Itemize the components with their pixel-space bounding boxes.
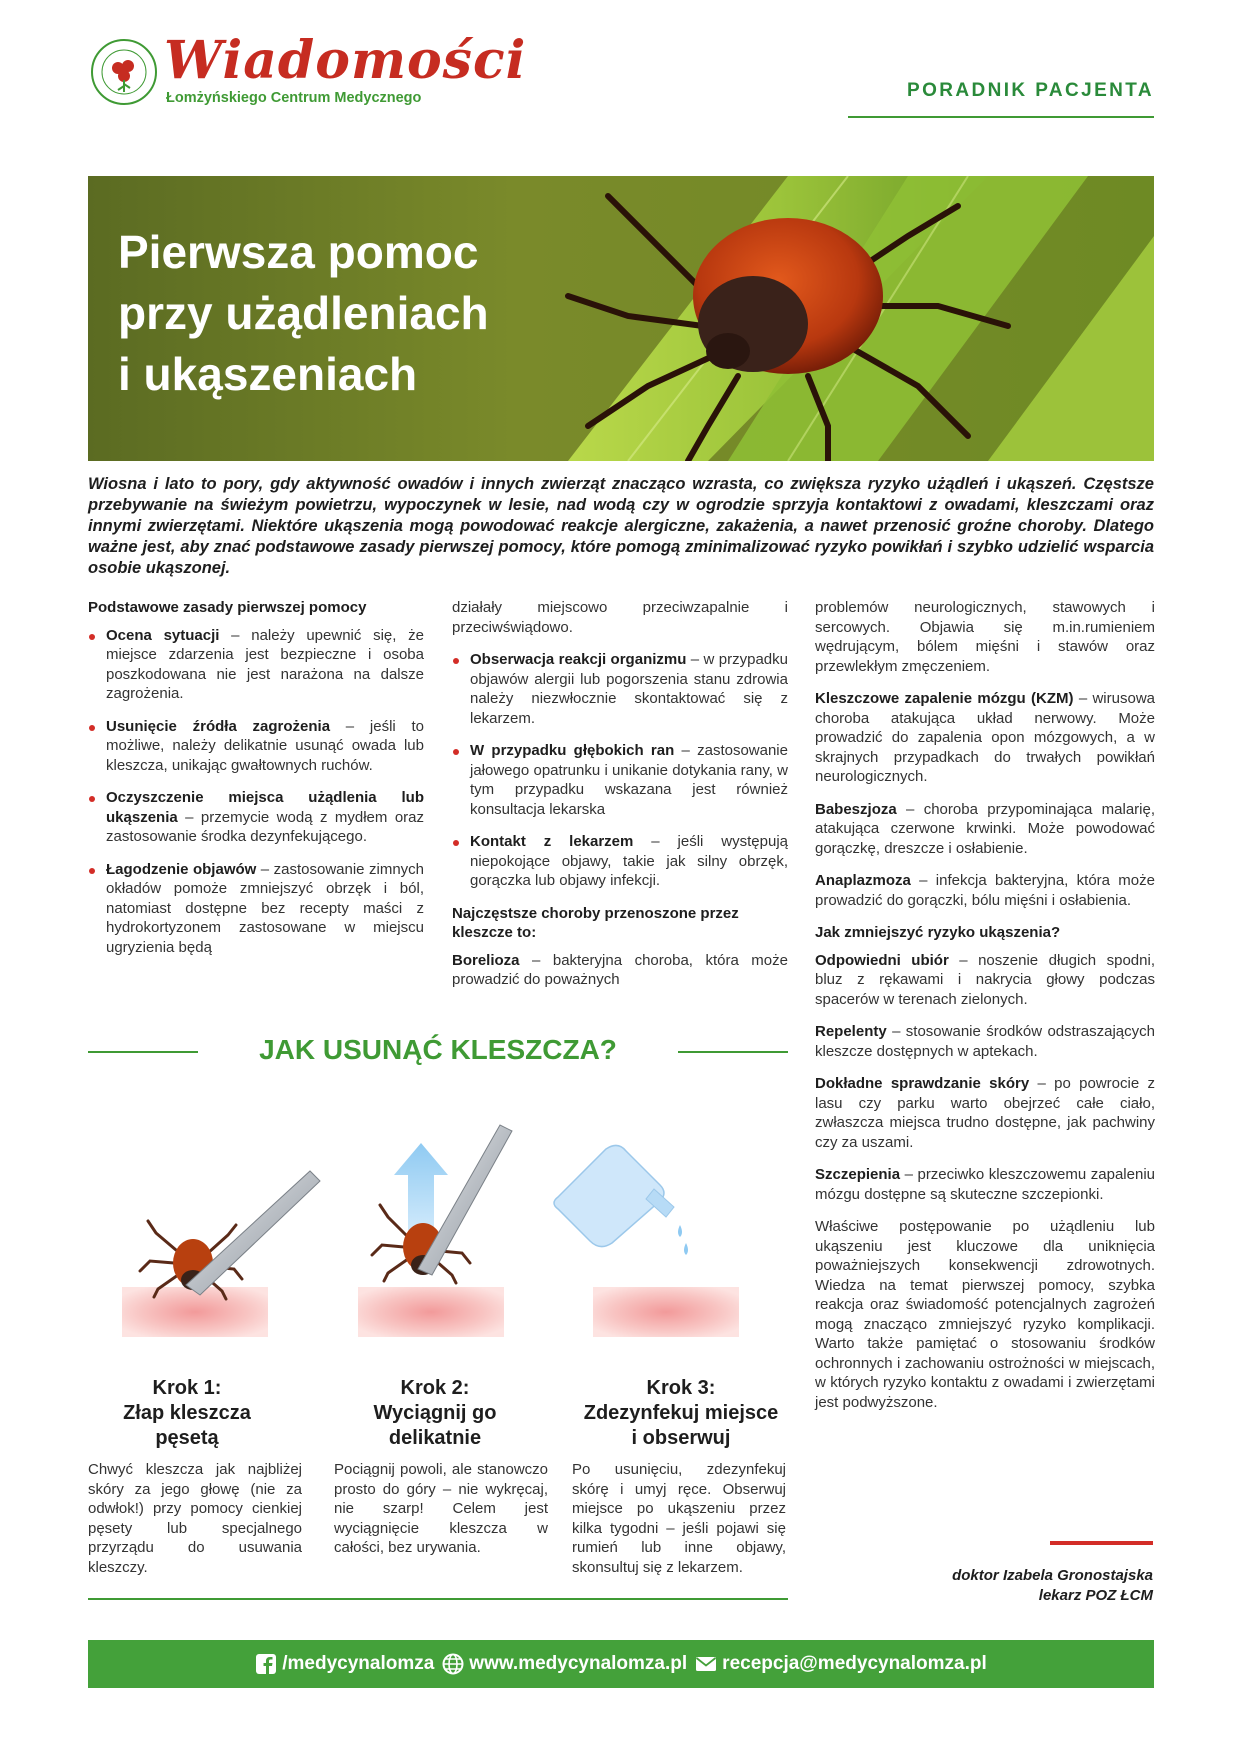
bullet-icon (453, 749, 459, 755)
bullet-icon (89, 725, 95, 731)
step3-text: Po usunięciu, zdezynfekuj skórę i umyj ręce. Obserwuj miejsce po ukąszeniu przez kilka tygodni – jeśli pojawi się rumień lub inne objawy, skonsultuj się z lekarzem. (572, 1461, 786, 1576)
envelope-icon (695, 1653, 717, 1675)
author-name: doktor Izabela Gronostajska (952, 1567, 1153, 1584)
facebook-handle: /medycynalomza (282, 1653, 435, 1674)
bullet-icon (453, 840, 459, 846)
column-continued (452, 598, 788, 1003)
website-url: www.medycynalomza.pl (469, 1653, 688, 1674)
email-link[interactable] (695, 1653, 987, 1675)
disease-item: Babeszjoza – choroba przypominająca malarię, atakująca czerwone krwinki. Może powodować gorączkę, dreszcze i osłabienie. (815, 800, 1155, 857)
prevention-item: Odpowiedni ubiór – noszenie długich spodni, bluz z rękawami i nakrycia głowy podczas spacerów w terenach zielonych. (815, 951, 1155, 1008)
steps-section-divider (88, 1598, 788, 1600)
column-diseases-prevention (815, 598, 1155, 1425)
step1-illustration (122, 1171, 320, 1337)
column-first-aid (88, 598, 424, 970)
facebook-icon (255, 1653, 277, 1675)
step1-title: Krok 1: Złap kleszcza pęsetą (123, 1377, 251, 1449)
tick-removal-illustration (88, 1085, 788, 1355)
email-address: recepcja@medycynalomza.pl (722, 1653, 987, 1674)
list-item: Oczyszczenie miejsca użądlenia lub ukąszenia – przemycie wodą z mydłem oraz zastosowanie środka dezynfekującego. (88, 788, 424, 847)
author-signature (952, 1566, 1153, 1606)
header-divider (848, 116, 1154, 118)
website-link[interactable] (442, 1653, 687, 1675)
step2-title: Krok 2: Wyciągnij go delikatnie (373, 1377, 497, 1449)
section-tag: PORADNIK PACJENTA (907, 80, 1154, 101)
step2-text: Pociągnij powoli, ale stanowczo prosto do góry – nie wykręcaj, nie szarp! Celem jest wyciągnięcie kleszcza w całości, bez urywania. (334, 1461, 548, 1556)
step1-text: Chwyć kleszcza jak najbliżej skóry za jego głowę (nie za odwłok!) przy pomocy cienkiej pęsety lub specjalnego przyrządu do usuwania kleszczy. (88, 1461, 302, 1576)
list-item: W przypadku głębokich ran – zastosowanie jałowego opatrunku i unikanie dotykania rany, w tym przypadku wskazana jest również konsultacja lekarska (452, 741, 788, 819)
contact-footer (88, 1640, 1154, 1688)
hero-title-line: i ukąszeniach (118, 348, 418, 400)
brand-title: Wiadomości (164, 30, 527, 91)
step2-illustration (358, 1125, 512, 1337)
heading-rule-right (678, 1051, 788, 1053)
continuation-text: działały miejscowo przeciwzapalnie i przeciwświądowo. (452, 599, 788, 636)
disease-item: Anaplazmoza – infekcja bakteryjna, która może prowadzić do gorączki, bólu mięśni i osłabienia. (815, 872, 1155, 909)
hero-banner (88, 176, 1154, 461)
brand-subtitle: Łomżyńskiego Centrum Medycznego (166, 90, 422, 106)
disease-item: Borelioza – bakteryjna choroba, która może prowadzić do poważnych (452, 951, 788, 988)
intro-paragraph: Wiosna i lato to pory, gdy aktywność owadów i innych zwierząt znacząco wzrasta, co zwiększa ryzyko użądleń i ukąszeń. Częstsze przebywanie na świeżym powietrzu, wypoczynek w lesie, nad wodą czy w ogrodzie sprzyja kontaktowi z owadami, kleszczami oraz innymi zwierzętami. Niektóre ukąszenia mogą powodować reakcje alergiczne, zakażenia, a nawet przenosić groźne choroby. Dlatego ważne jest, aby znać podstawowe zasady pierwszej pomocy, które pomogą zminimalizować ryzyko powikłań i szybko udzielić wsparcia osobie ukąszonej. (88, 475, 1154, 577)
list-item: Kontakt z lekarzem – jeśli występują niepokojące objawy, takie jak silny obrzęk, gorączka lub objawy infekcji. (452, 832, 788, 891)
prevention-item: Repelenty – stosowanie środków odstraszających kleszcze dostępnych w aptekach. (815, 1023, 1155, 1060)
prevention-item: Dokładne sprawdzanie skóry – po powrocie z lasu czy parku warto obejrzeć całe ciało, zwłaszcza miejsca trudno dostępne, jak pachwiny czy za uszami. (815, 1075, 1156, 1151)
steps-section-header (88, 1032, 788, 1072)
list-item: Ocena sytuacji – należy upewnić się, że miejsce zdarzenia jest bezpieczne i osoba poszkodowana nie jest narażona na dalsze zagrożenia. (88, 626, 424, 704)
author-role: lekarz POZ ŁCM (1038, 1587, 1153, 1604)
disease-item: Kleszczowe zapalenie mózgu (KZM) – wirusowa choroba atakująca układ nerwowy. Może prowadzić do zapalenia opon mózgowych, a w skrajnych przypadkach do trwałych powikłań neurologicznych. (815, 690, 1155, 785)
list-item: Usunięcie źródła zagrożenia – jeśli to możliwe, należy delikatnie usunąć owada lub kleszcza, unikając gwałtownych ruchów. (88, 717, 424, 776)
hero-title-line: przy użądleniach (118, 287, 489, 339)
masthead (88, 28, 1154, 120)
closing-paragraph: Właściwe postępowanie po użądleniu lub ukąszeniu jest kluczowe dla uniknięcia poważniejszych konsekwencji zdrowotnych. Wiedza na temat pierwszej pomocy, szybka reakcja oraz świadomość potencjalnych zagrożeń mogą znacząco zmniejszyć ryzyko komplikacji. Warto także pamiętać o stosowaniu środków ochronnych i zachowaniu ostrożności w miejscach, w których ryzyko kontaktu z owadami i zwierzętami jest podwyższone. (815, 1218, 1155, 1411)
first-aid-heading: Podstawowe zasady pierwszej pomocy (88, 599, 367, 616)
bullet-icon (453, 658, 459, 664)
hero-title-line: Pierwsza pomoc (118, 226, 479, 278)
list-item: Obserwacja reakcji organizmu – w przypadku objawów alergii lub pogorszenia stanu zdrowia należy niezwłocznie skontaktować się z lekarzem. (452, 650, 788, 728)
logo-seal-icon (88, 36, 160, 114)
step3-title: Krok 3: Zdezynfekuj miejsce i obserwuj (583, 1377, 779, 1449)
diseases-heading: Najczęstsze choroby przenoszone przez kleszcze to: (452, 904, 739, 941)
step3-illustration (554, 1145, 739, 1337)
hero-title (118, 222, 489, 405)
globe-icon (442, 1653, 464, 1675)
prevention-heading: Jak zmniejszyć ryzyko ukąszenia? (815, 924, 1061, 941)
bullet-icon (89, 796, 95, 802)
signature-accent-bar (1050, 1541, 1153, 1545)
facebook-link[interactable] (255, 1653, 434, 1675)
bullet-icon (89, 868, 95, 874)
continuation-text: problemów neurologicznych, stawowych i sercowych. Objawia się m.in.rumieniem wędrującym, bólem mięśni i stawów oraz przewlekłym zmęczeniem. (815, 599, 1155, 675)
steps-heading: JAK USUNĄĆ KLESZCZA? (259, 1034, 617, 1065)
list-item: Łagodzenie objawów – zastosowanie zimnych okładów pomoże zmniejszyć obrzęk i ból, natomiast dostępne bez recepty maści z hydrokortyzonem zastosowane w miejscu ugryzienia będą (88, 860, 424, 958)
prevention-item: Szczepienia – przeciwko kleszczowemu zapaleniu mózgu dostępne są skuteczne szczepionki. (815, 1166, 1155, 1203)
bullet-icon (89, 634, 95, 640)
